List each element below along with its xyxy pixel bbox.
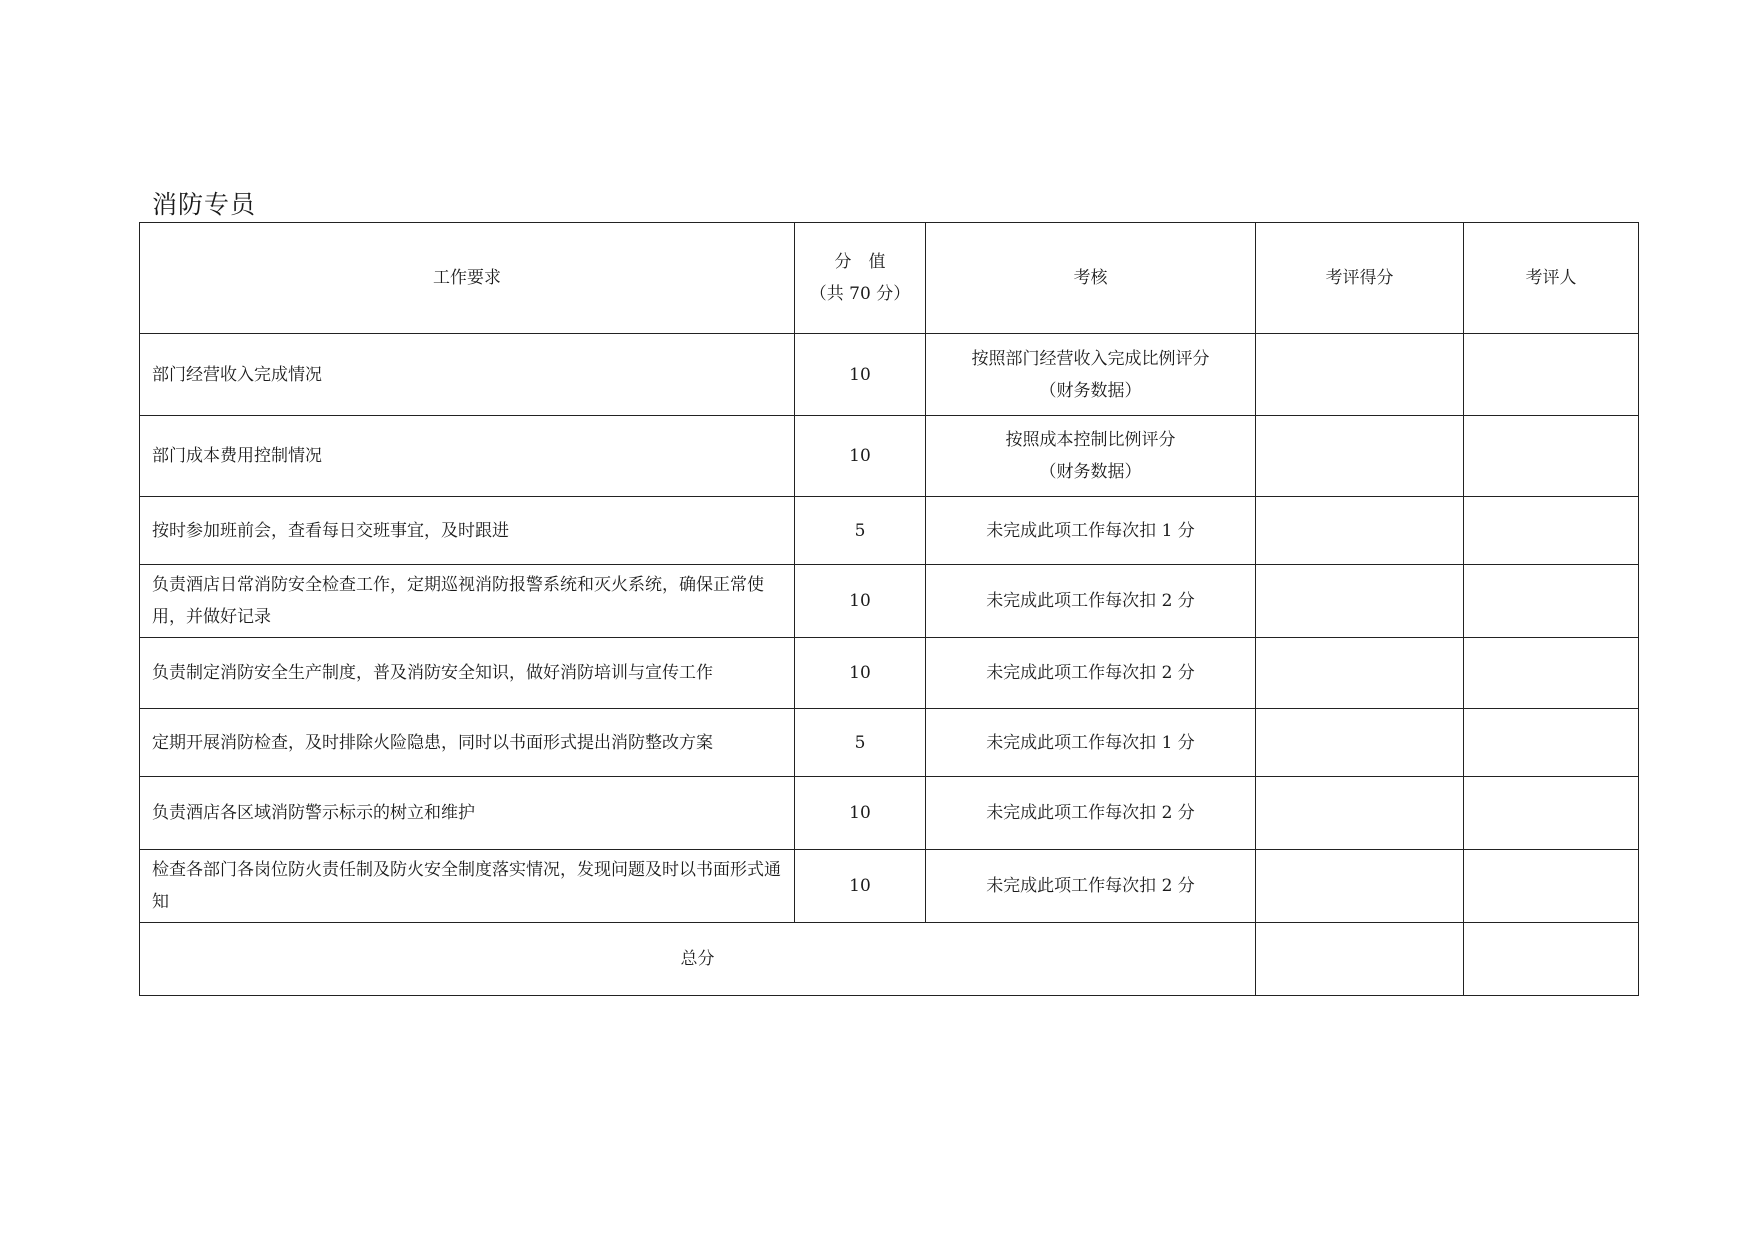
total-row [140, 923, 1639, 996]
total-label: 总分 [140, 923, 1256, 996]
score-cell: 10 [795, 638, 926, 709]
score-cell: 5 [795, 497, 926, 565]
requirement-cell: 按时参加班前会，查看每日交班事宜，及时跟进 [140, 497, 795, 565]
requirement-cell: 部门经营收入完成情况 [140, 334, 795, 416]
evaluator-cell[interactable] [1464, 638, 1639, 709]
table-row [140, 416, 1639, 497]
score-cell: 10 [795, 334, 926, 416]
header-evaluator: 考评人 [1464, 223, 1639, 334]
header-evaluation-score: 考评得分 [1256, 223, 1464, 334]
evaluation-score-cell[interactable] [1256, 565, 1464, 638]
requirement-cell: 负责制定消防安全生产制度，普及消防安全知识，做好消防培训与宣传工作 [140, 638, 795, 709]
header-score-total: （共 70 分） [809, 284, 911, 304]
assessment-note: （财务数据） [1039, 462, 1142, 482]
assessment-cell: 未完成此项工作每次扣 2 分 [926, 638, 1256, 709]
requirement-cell: 定期开展消防检查，及时排除火险隐患，同时以书面形式提出消防整改方案 [140, 709, 795, 777]
table-row [140, 850, 1639, 923]
assessment-table [139, 222, 1639, 996]
assessment-cell: 未完成此项工作每次扣 1 分 [926, 709, 1256, 777]
total-score-cell[interactable] [1256, 923, 1464, 996]
table-row [140, 777, 1639, 850]
assessment-note: （财务数据） [1039, 380, 1142, 401]
total-evaluator-cell[interactable] [1464, 923, 1639, 996]
requirement-cell: 负责酒店各区域消防警示标示的树立和维护 [140, 777, 795, 850]
table-row [140, 497, 1639, 565]
assessment-cell [926, 416, 1256, 497]
evaluator-cell[interactable] [1464, 334, 1639, 416]
evaluation-score-cell[interactable] [1256, 416, 1464, 497]
evaluation-score-cell[interactable] [1256, 709, 1464, 777]
assessment-text: 按照成本控制比例评分 [1005, 430, 1176, 450]
evaluator-cell[interactable] [1464, 777, 1639, 850]
score-cell: 10 [795, 850, 926, 923]
header-score-label: 分 值 [834, 252, 886, 272]
evaluator-cell[interactable] [1464, 416, 1639, 497]
score-cell: 5 [795, 709, 926, 777]
score-cell: 10 [795, 777, 926, 850]
assessment-cell [926, 334, 1256, 416]
evaluation-score-cell[interactable] [1256, 777, 1464, 850]
table-row [140, 709, 1639, 777]
evaluator-cell[interactable] [1464, 850, 1639, 923]
evaluator-cell[interactable] [1464, 497, 1639, 565]
evaluator-cell[interactable] [1464, 709, 1639, 777]
assessment-text: 按照部门经营收入完成比例评分 [971, 348, 1210, 369]
evaluation-score-cell[interactable] [1256, 638, 1464, 709]
requirement-cell: 检查各部门各岗位防火责任制及防火安全制度落实情况，发现问题及时以书面形式通知 [140, 850, 795, 923]
score-cell: 10 [795, 416, 926, 497]
header-row [140, 223, 1639, 334]
table-row [140, 334, 1639, 416]
evaluator-cell[interactable] [1464, 565, 1639, 638]
header-score [795, 223, 926, 334]
evaluation-score-cell[interactable] [1256, 850, 1464, 923]
document-title: 消防专员 [152, 190, 257, 219]
table-row [140, 638, 1639, 709]
table-row [140, 565, 1639, 638]
header-assessment: 考核 [926, 223, 1256, 334]
assessment-cell: 未完成此项工作每次扣 2 分 [926, 850, 1256, 923]
requirement-cell: 负责酒店日常消防安全检查工作，定期巡视消防报警系统和灭火系统，确保正常使用，并做好记录 [140, 565, 795, 638]
header-requirement: 工作要求 [140, 223, 795, 334]
evaluation-score-cell[interactable] [1256, 334, 1464, 416]
evaluation-score-cell[interactable] [1256, 497, 1464, 565]
requirement-cell: 部门成本费用控制情况 [140, 416, 795, 497]
score-cell: 10 [795, 565, 926, 638]
assessment-cell: 未完成此项工作每次扣 2 分 [926, 777, 1256, 850]
assessment-cell: 未完成此项工作每次扣 2 分 [926, 565, 1256, 638]
assessment-cell: 未完成此项工作每次扣 1 分 [926, 497, 1256, 565]
